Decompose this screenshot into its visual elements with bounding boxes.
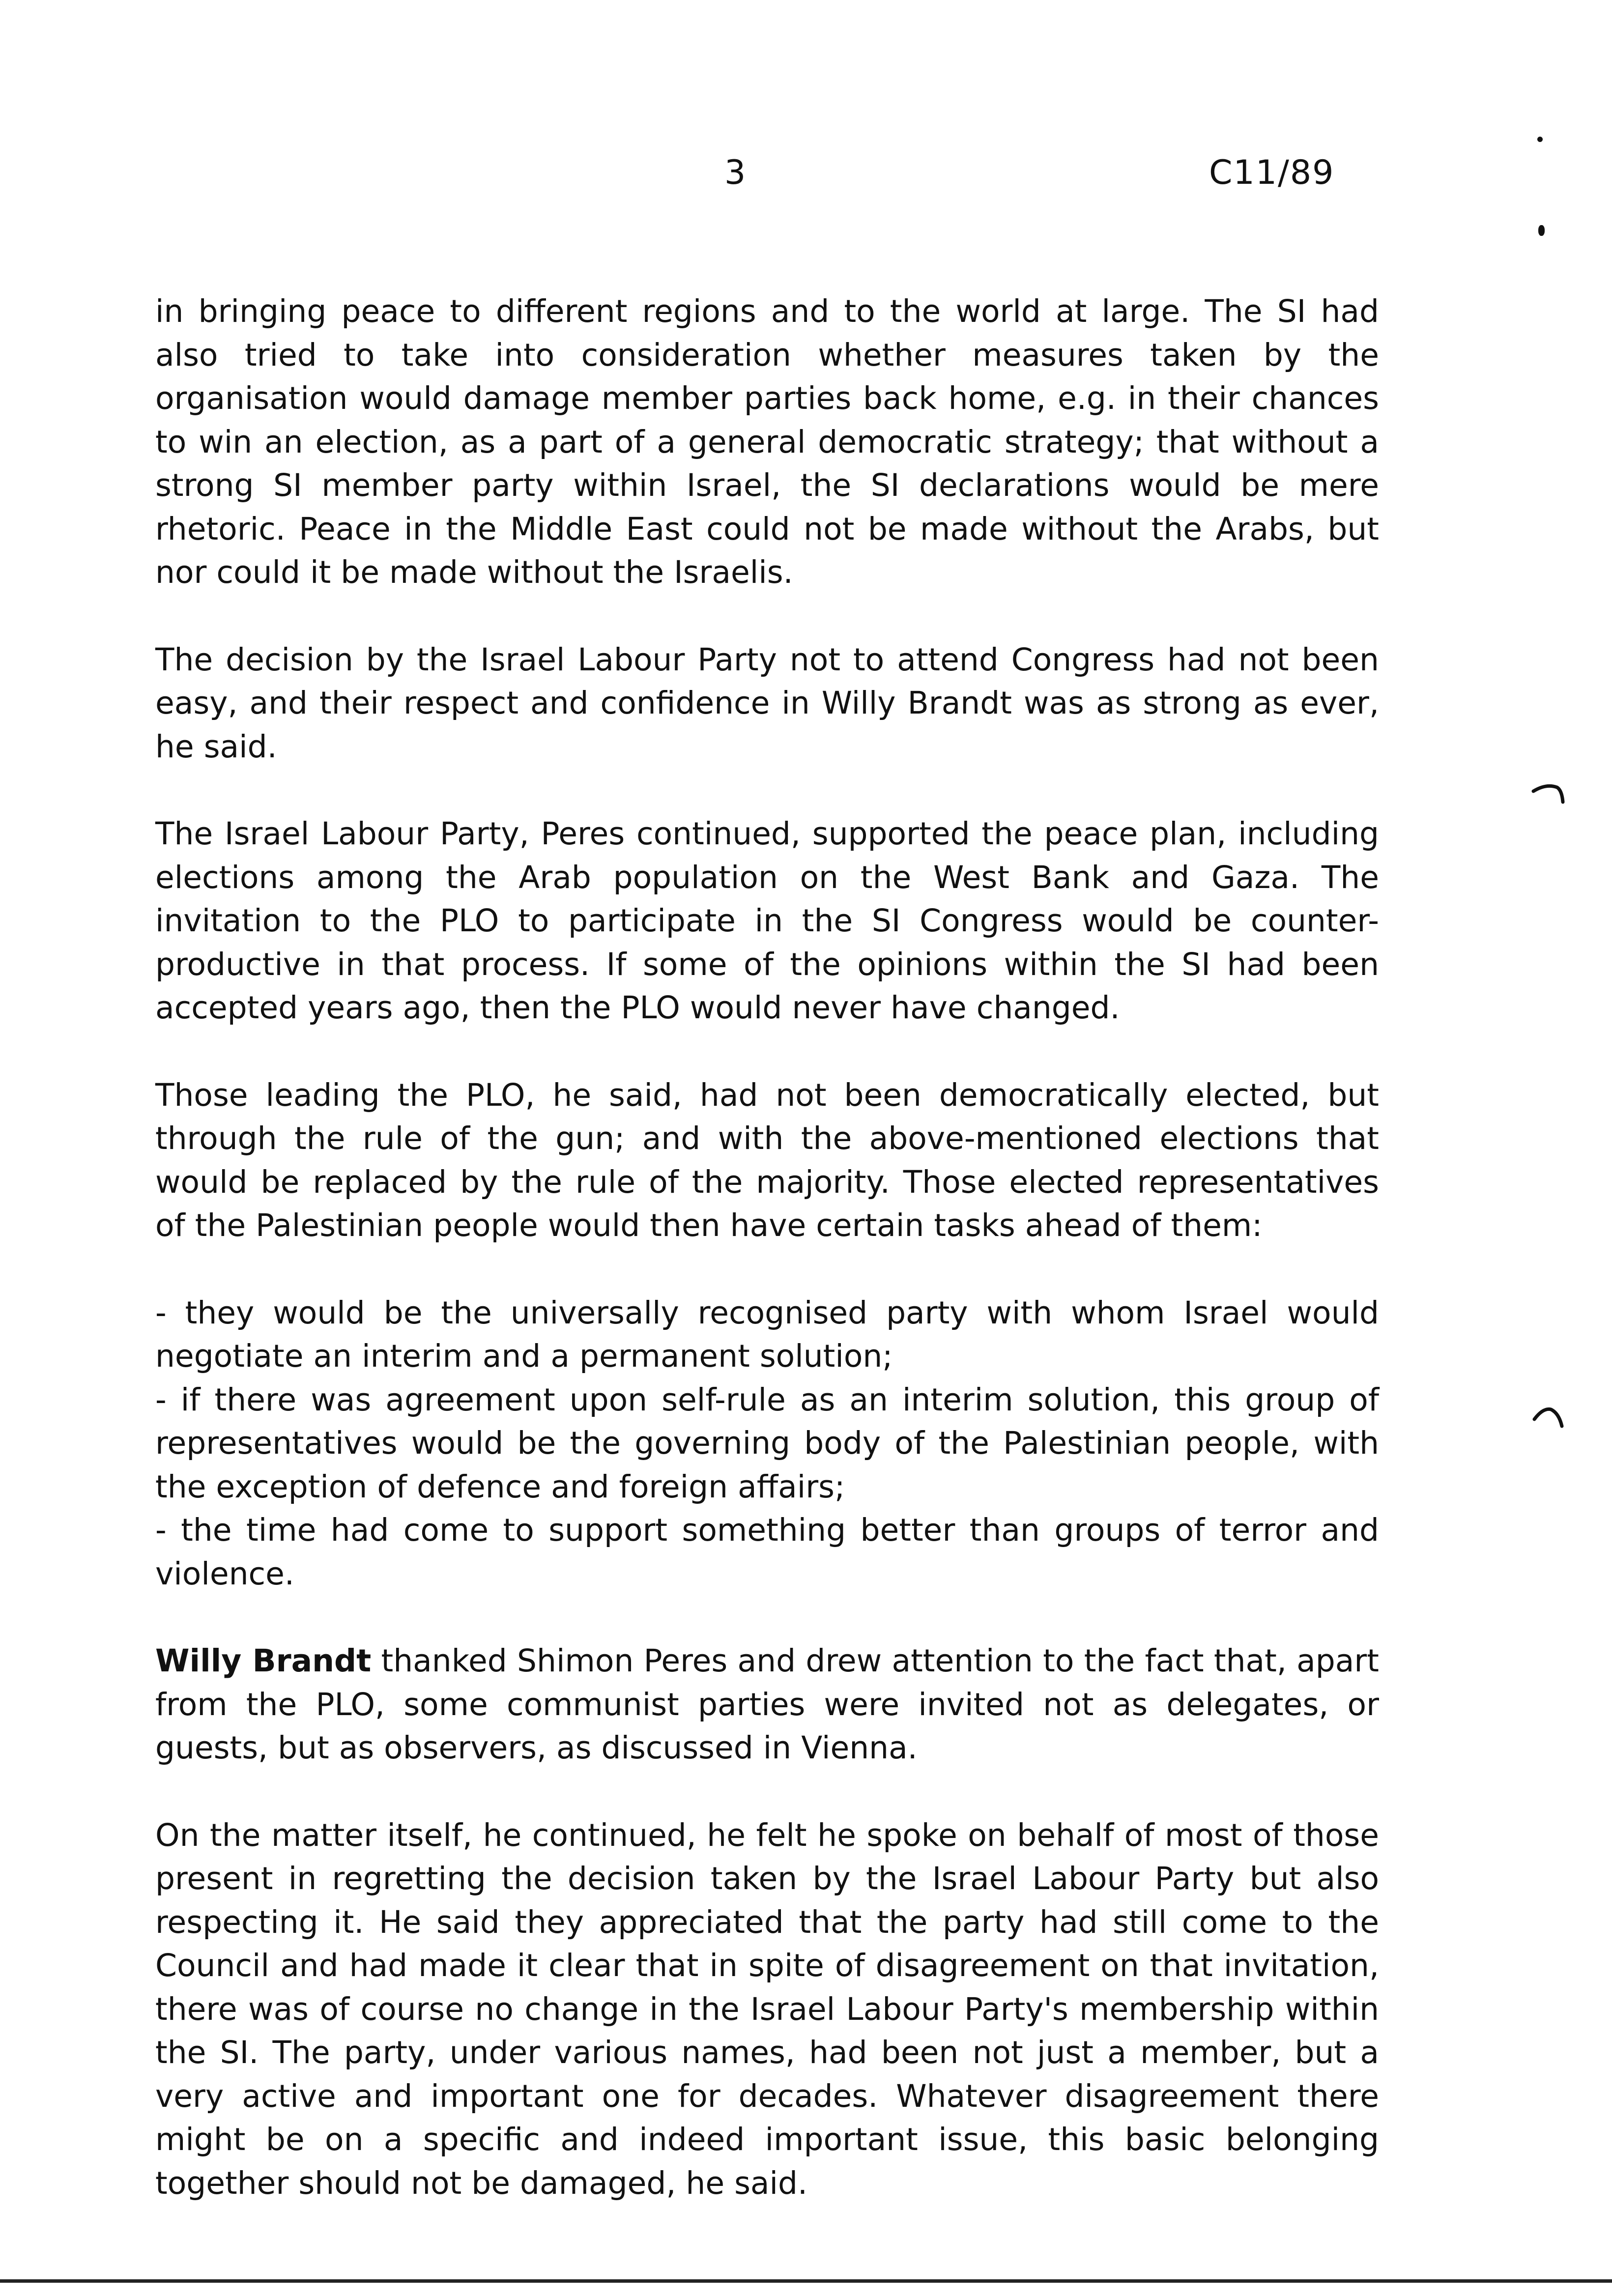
paragraph: The Israel Labour Party, Peres continued, supported the peace plan, including elections among the Arab population on the West Bank and Gaza. The invitation to the PLO to participate in the SI Congress would be counter-productive in that process. If some of the opinions within the SI had been accepted years ago, then the PLO would never have changed. xyxy=(155,816,1379,1026)
list-item: - the time had come to support something better than groups of terror and violence. xyxy=(155,1512,1379,1592)
document-body xyxy=(155,290,1379,2249)
paragraph: The decision by the Israel Labour Party not to attend Congress had not been easy, and their respect and confidence in Willy Brandt was as strong as ever, he said. xyxy=(155,641,1379,765)
document-reference: C11/89 xyxy=(1209,153,1335,192)
paragraph: On the matter itself, he continued, he felt he spoke on behalf of most of those present in regretting the decision taken by the Israel Labour Party but also respecting it. He said they appreciated that the party had still come to the Council and had made it clear that in spite of disagreement on that invitation, there was of course no change in the Israel Labour Party's membership within the SI. The party, under various names, had been not just a member, but a very active and important one for decades. Whatever disagreement there might be on a specific and indeed important issue, this basic belonging together should not be damaged, he said. xyxy=(155,1817,1379,2201)
paragraph-text: thanked Shimon Peres and drew attention to the fact that, apart from the PLO, some communist parties were invited not as delegates, or guests, but as observers, as discussed in Vienna. xyxy=(155,1643,1379,1766)
paragraph xyxy=(155,1639,1379,1770)
scan-speck xyxy=(1538,225,1545,236)
binder-hole-mark xyxy=(1531,1405,1566,1429)
scan-speck xyxy=(1537,137,1543,142)
paragraph: in bringing peace to different regions and to the world at large. The SI had also tried to take into consideration whether measures taken by the organisation would damage member parties back home, e.g. in their chances to win an election, as a part of a general democratic strategy; that without a strong SI member party within Israel, the SI declarations would be mere rhetoric. Peace in the Middle East could not be made without the Arabs, but nor could it be made without the Israelis. xyxy=(155,293,1379,590)
list-item: - if there was agreement upon self-rule as an interim solution, this group of representatives would be the governing body of the Palestinian people, with the exception of defence and foreign affairs; xyxy=(155,1381,1379,1505)
binder-hole-mark xyxy=(1531,780,1566,805)
speaker-name: Willy Brandt xyxy=(155,1643,372,1679)
bottom-rule xyxy=(0,2279,1612,2283)
paragraph: Those leading the PLO, he said, had not been democratically elected, but through the rule of the gun; and with the above-mentioned elections that would be replaced by the rule of the majority. Those elected representatives of the Palestinian people would then have certain tasks ahead of them: xyxy=(155,1077,1379,1243)
list-item: - they would be the universally recognised party with whom Israel would negotiate an interim and a permanent solution; xyxy=(155,1294,1379,1374)
page-number: 3 xyxy=(724,153,746,192)
